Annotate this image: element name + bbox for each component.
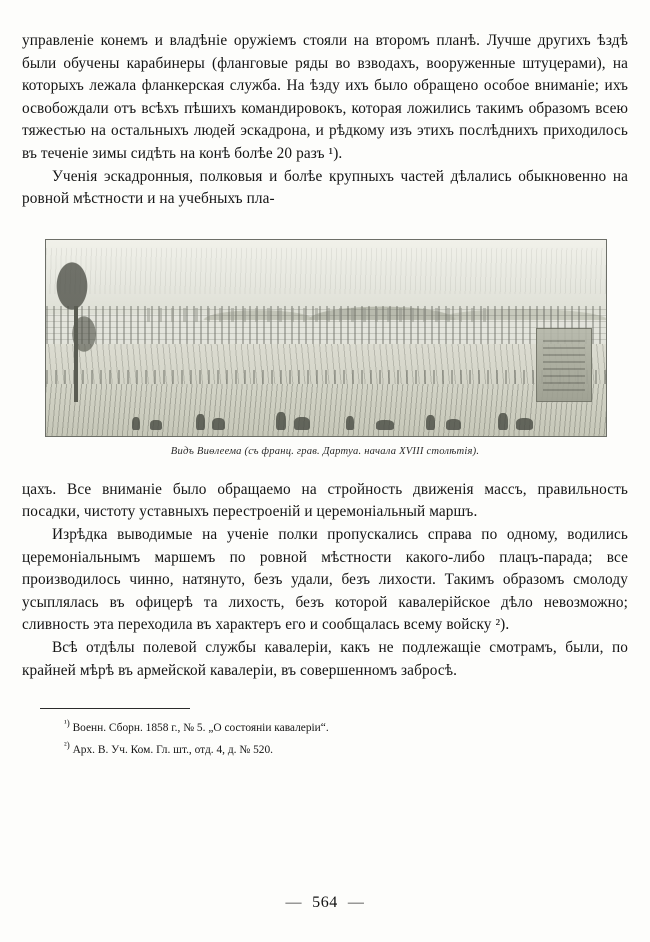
footnote-1-marker: ¹) [64, 718, 70, 729]
footnote-separator [40, 708, 190, 709]
footnote-2-text: Арх. В. Уч. Ком. Гл. шт., отд. 4, д. № 520. [72, 743, 274, 756]
paragraph-4: Изрѣдка выводимые на ученіе полки пропускались справа по одному, водились церемоніальнымъ маршемъ по ровной мѣстности какого-либо плацъ-парада; все производилось чинно, натянуто, безъ удали, безъ лихости. Такимъ образомъ смолоду усыплялась въ офицерѣ та лихость, безъ которой кавалерійское дѣло невозможно; сливность эта переходила въ характеръ его и сообщалась всему войску ²). [22, 525, 628, 634]
page-number-value: 564 [312, 894, 338, 911]
engraving-foreground [46, 384, 606, 436]
figure-caption: Видъ Виѳлеема (съ франц. грав. Дартуа. начала XVIII столѣтія). [170, 445, 480, 457]
page-number-dash-right: — [347, 894, 365, 911]
figure-spacer [22, 463, 628, 479]
engraving-image [45, 239, 607, 437]
engraving-plate-wrap [39, 233, 611, 463]
engraving-figures [46, 390, 606, 430]
footnote-1 [64, 716, 628, 736]
footnote-2 [64, 738, 628, 758]
engraving-tower [536, 328, 592, 402]
engraving-tree [48, 246, 108, 406]
paragraph-2: Ученія эскадронныя, полковыя и болѣе крупныхъ частей дѣлались обыкновенно на ровной мѣстности и на учебныхъ пла- [22, 167, 628, 208]
figure-block [22, 233, 628, 463]
paragraph-1: управленіе конемъ и владѣніе оружіемъ стояли на второмъ планѣ. Лучше другихъ ѣздѣ были обучены карабинеры (фланговые ряды во взводахъ, вооруженные штуцерами), на которыхъ лежала фланкерская служба. На ѣзду ихъ было обращено особое вниманіе; ихъ освобождали отъ всѣхъ пѣшихъ командировокъ, которая ложились такимъ образомъ всею тяжестью на остальныхъ людей эскадрона, и рѣдкому изъ этихъ послѣднихъ приходилось въ теченіе зимы сидѣть на конѣ болѣе 20 разъ ¹). [22, 32, 628, 162]
footnote-2-marker: ²) [64, 739, 70, 750]
page-number [0, 894, 650, 912]
paragraph-3: цахъ. Все вниманіе было обращаемо на стройность движенія массъ, правильность посадки, чистоту уставныхъ перестроеній и церемоніальный маршъ. [22, 480, 628, 521]
page-number-dash-left: — [285, 894, 303, 911]
paragraph-5: Всѣ отдѣлы полевой службы кавалеріи, какъ не подлежащіе смотрамъ, были, по крайней мѣрѣ въ армейской кавалеріи, въ совершенномъ забросѣ. [22, 638, 628, 679]
footnotes-block [22, 716, 628, 758]
footnote-1-text: Военн. Сборн. 1858 г., № 5. „О состояніи кавалеріи“. [72, 721, 329, 734]
page-content [22, 30, 628, 760]
